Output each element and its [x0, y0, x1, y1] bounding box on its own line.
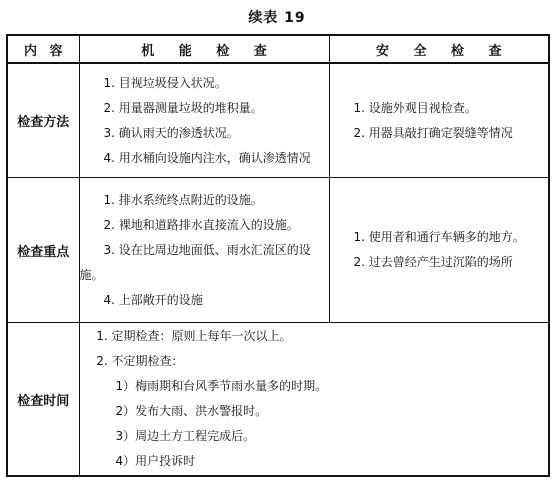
safety-check-cell: [329, 63, 549, 178]
list-item: 2. 裸地和道路排水直接流入的设施。: [103, 217, 299, 232]
list-item: 1. 定期检查：原则上每年一次以上。: [96, 329, 292, 343]
list-item: 2. 不定期检查：: [96, 354, 184, 368]
list-subitem: 4）用户投诉时: [115, 454, 196, 468]
table-row-method: [7, 63, 549, 178]
list-subitem: 3）周边土方工程完成后。: [115, 429, 256, 443]
table-row-focus: [7, 178, 549, 323]
row-category: 检查重点: [7, 178, 79, 323]
list-item: 3. 设在比周边地面低、雨水汇流区的设施。: [79, 242, 311, 282]
list-subitem: 1）梅雨期和台风季节雨水量多的时期。: [115, 379, 328, 393]
list-item: 4. 上部敞开的设施: [103, 292, 203, 307]
list-item: 4. 用水桶向设施内注水，确认渗透情况: [103, 150, 311, 165]
row-category: 检查时间: [7, 323, 79, 477]
list-item: 2. 用器具敲打确定裂缝等情况: [353, 125, 513, 140]
list-item: 2. 用量器测量垃圾的堆积量。: [103, 100, 263, 115]
list-item: 1. 目视垃圾侵入状况。: [103, 75, 227, 90]
inspection-table: [6, 34, 550, 477]
row-category: 检查方法: [7, 63, 79, 178]
list-item: 1. 设施外观目视检查。: [353, 100, 477, 115]
list-item: 1. 使用者和通行车辆多的地方。: [353, 230, 525, 244]
list-item: 3. 确认雨天的渗透状况。: [103, 125, 239, 140]
table-header-row: [7, 35, 549, 63]
header-category: 内 容: [7, 35, 79, 63]
table-caption: 续表 19: [248, 10, 306, 26]
safety-check-cell: [329, 178, 549, 323]
function-check-cell: [79, 178, 329, 323]
inspection-time-cell: [79, 323, 549, 477]
list-item: 2. 过去曾经产生过沉陷的场所: [353, 255, 513, 269]
list-subitem: 2）发布大雨、洪水警报时。: [115, 404, 268, 418]
header-safety-check: 安 全 检 查: [329, 35, 549, 63]
table-row-time: [7, 323, 549, 477]
header-function-check: 机 能 检 查: [79, 35, 329, 63]
list-item: 1. 排水系统终点附近的设施。: [103, 192, 263, 207]
function-check-cell: [79, 63, 329, 178]
